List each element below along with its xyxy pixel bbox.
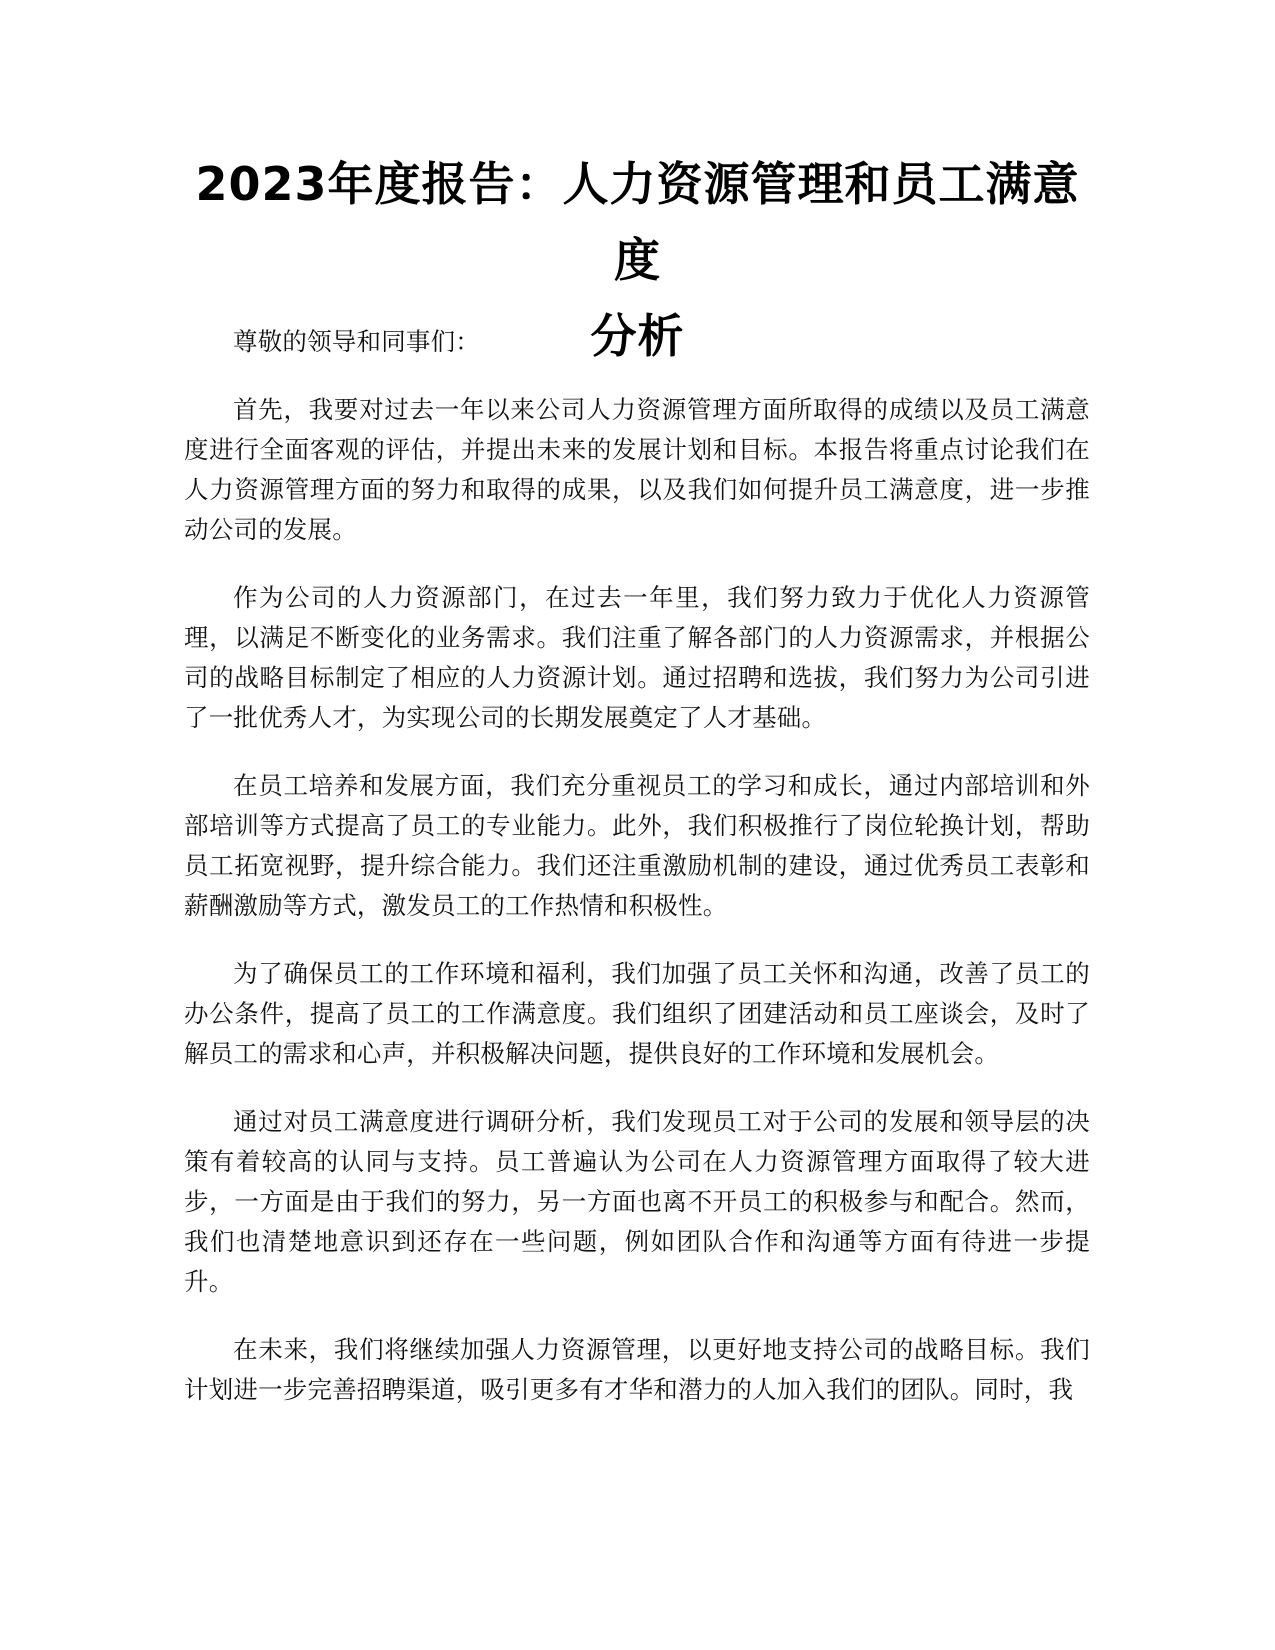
- document-body: [184, 322, 1090, 1438]
- paragraph-future-plans: 在未来，我们将继续加强人力资源管理，以更好地支持公司的战略目标。我们计划进一步完善招聘渠道，吸引更多有才华和潜力的人加入我们的团队。同时，我: [184, 1335, 1090, 1404]
- paragraph-hr-department: 作为公司的人力资源部门，在过去一年里，我们努力致力于优化人力资源管理，以满足不断变化的业务需求。我们注重了解各部门的人力资源需求，并根据公司的战略目标制定了相应的人力资源计划。通过招聘和选拔，我们努力为公司引进了一批优秀人才，为实现公司的长期发展奠定了人才基础。: [184, 583, 1090, 732]
- title-line-2: 分析: [590, 309, 685, 363]
- paragraph-training-development: 在员工培养和发展方面，我们充分重视员工的学习和成长，通过内部培训和外部培训等方式提高了员工的专业能力。此外，我们积极推行了岗位轮换计划，帮助员工拓宽视野，提升综合能力。我们还注重激励机制的建设，通过优秀员工表彰和薪酬激励等方式，激发员工的工作热情和积极性。: [184, 771, 1090, 920]
- paragraph-work-environment: 为了确保员工的工作环境和福利，我们加强了员工关怀和沟通，改善了员工的办公条件，提高了员工的工作满意度。我们组织了团建活动和员工座谈会，及时了解员工的需求和心声，并积极解决问题，提供良好的工作环境和发展机会。: [184, 959, 1090, 1068]
- paragraph-introduction: 首先，我要对过去一年以来公司人力资源管理方面所取得的成绩以及员工满意度进行全面客观的评估，并提出未来的发展计划和目标。本报告将重点讨论我们在人力资源管理方面的努力和取得的成果，以及我们如何提升员工满意度，进一步推动公司的发展。: [184, 395, 1090, 544]
- paragraph-satisfaction-survey: 通过对员工满意度进行调研分析，我们发现员工对于公司的发展和领导层的决策有着较高的认同与支持。员工普遍认为公司在人力资源管理方面取得了较大进步，一方面是由于我们的努力，另一方面也离不开员工的积极参与和配合。然而，我们也清楚地意识到还存在一些问题，例如团队合作和沟通等方面有待进一步提升。: [184, 1107, 1090, 1296]
- salutation: 尊敬的领导和同事们：: [233, 327, 480, 356]
- title-line-1: 2023年度报告：人力资源管理和员工满意度: [195, 157, 1080, 287]
